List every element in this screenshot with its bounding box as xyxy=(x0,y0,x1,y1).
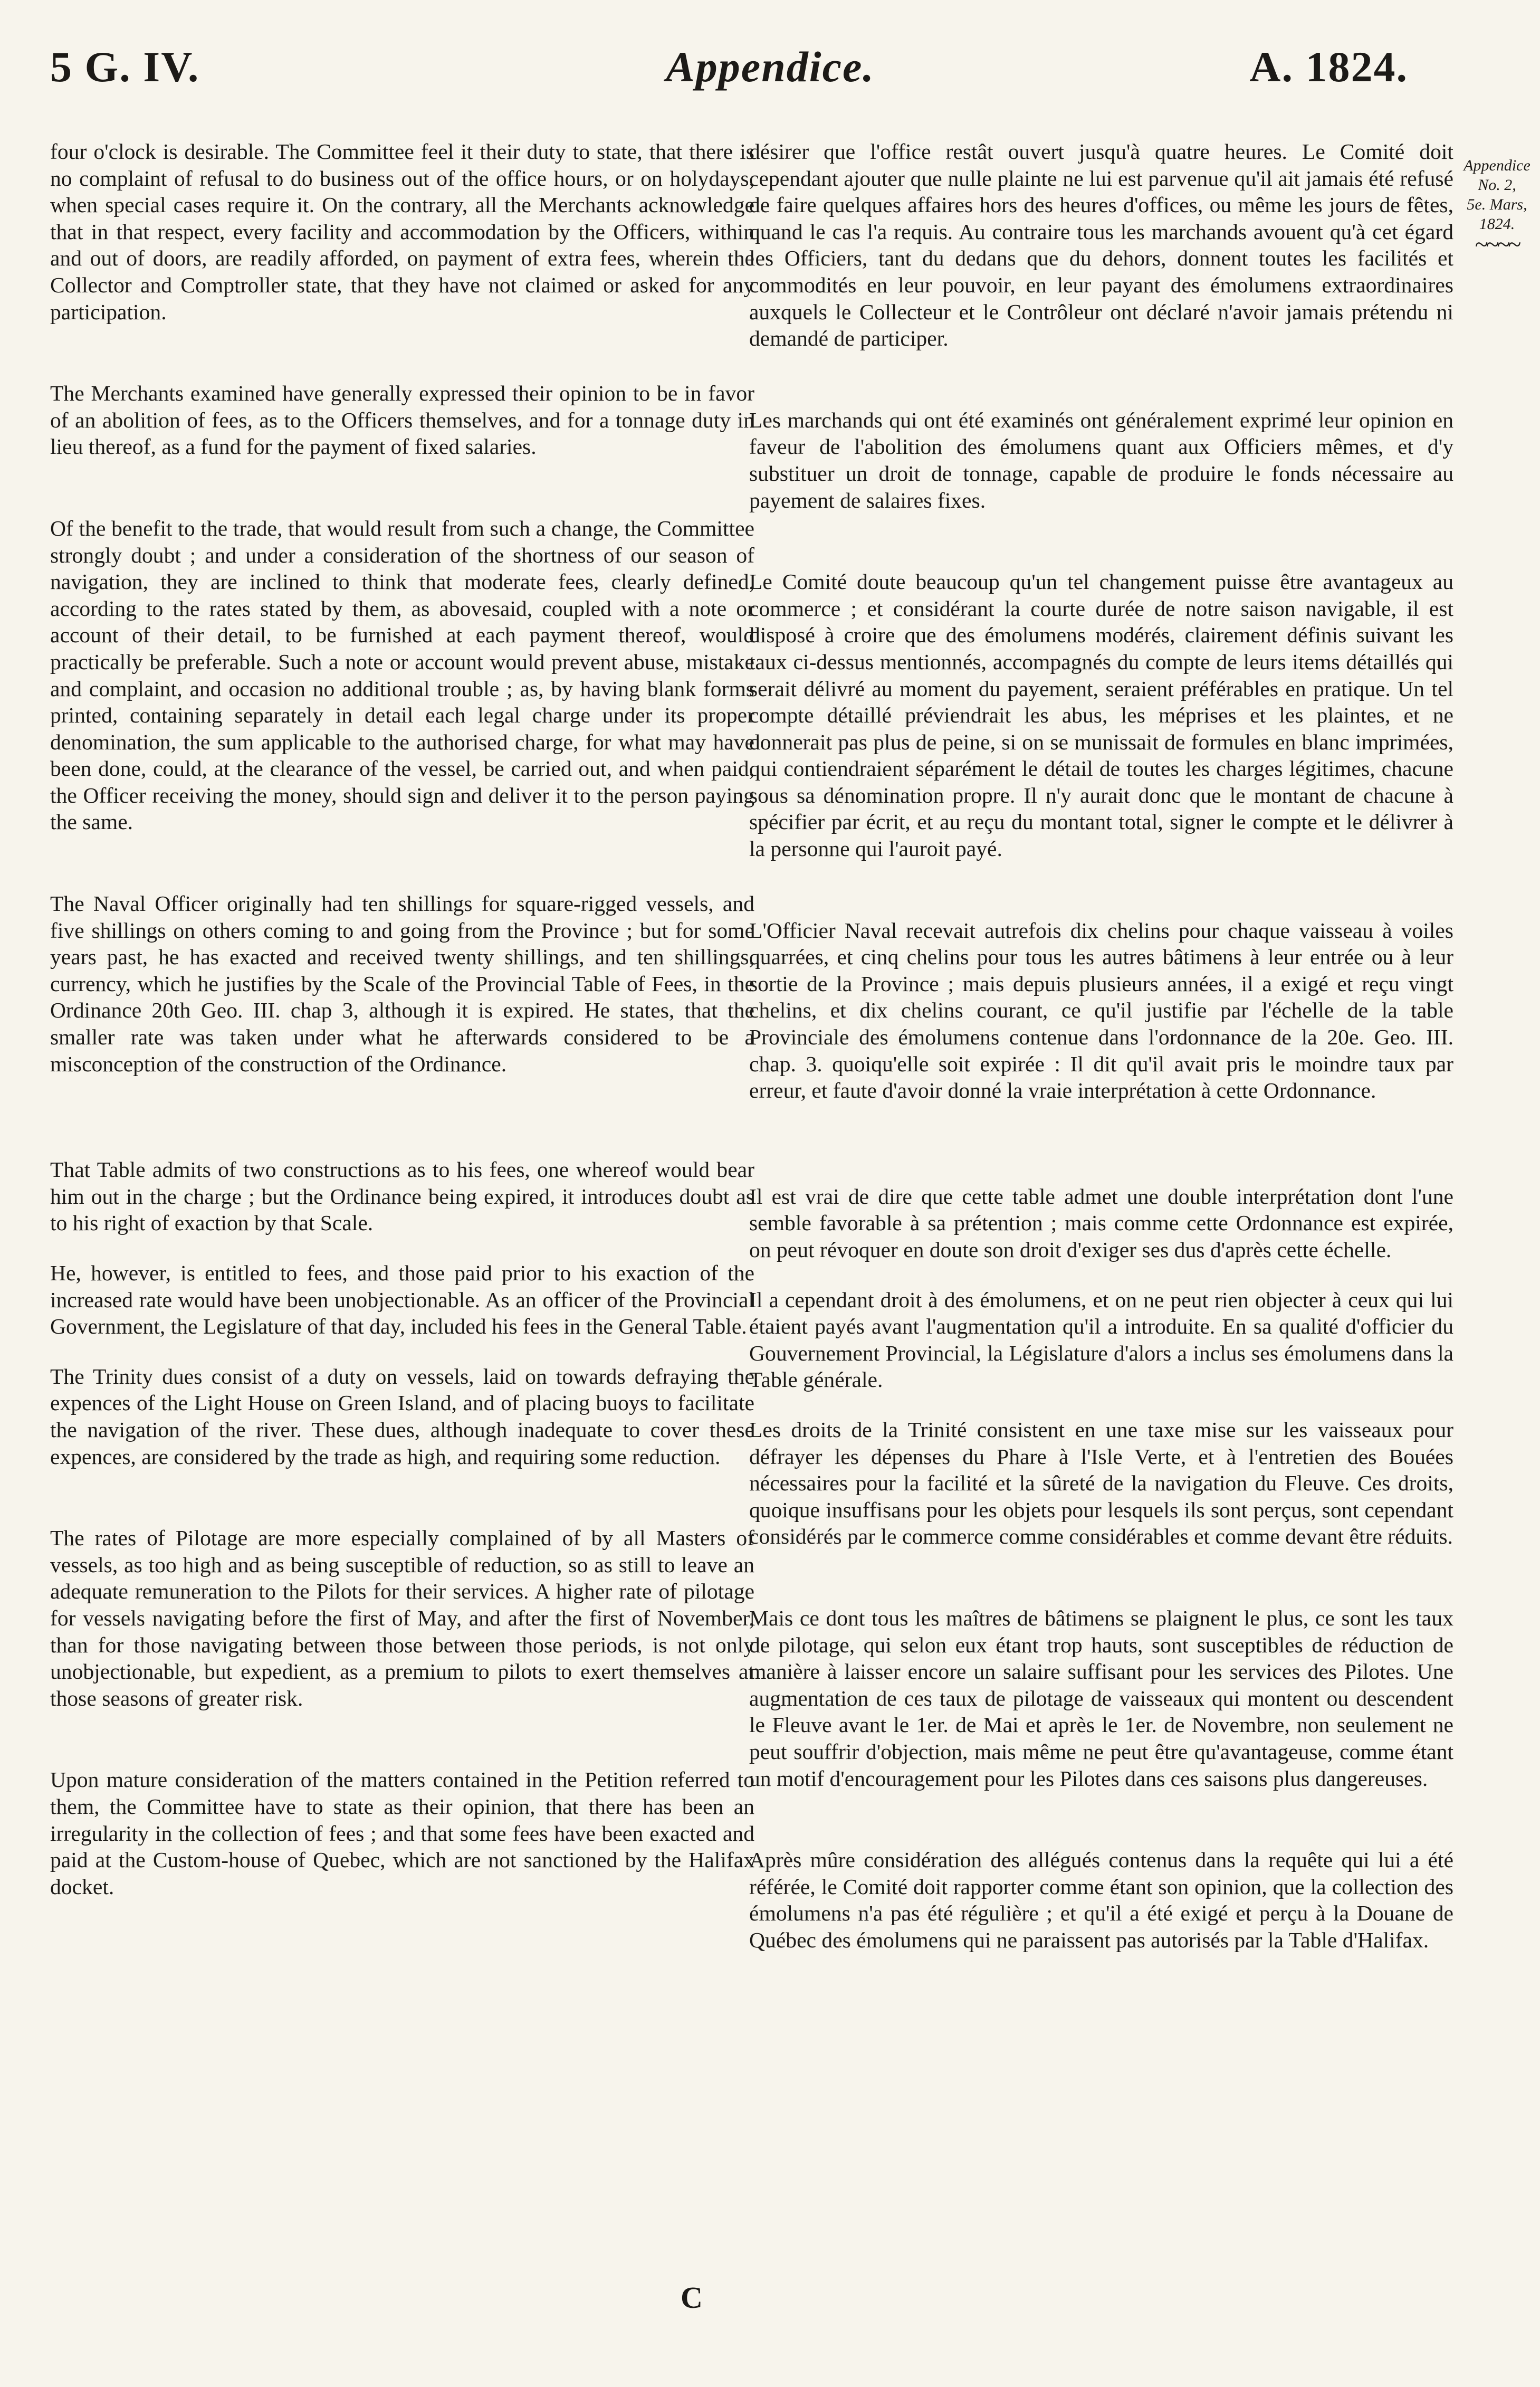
french-paragraph-9: Après mûre considération des allégués contenus dans la requête qui lui a été référée, le Comité doit rapporter comme étant son opinion, que la collection des émolumens n'a pas été régulière ; et qu'il a été exigé et perçu à la Douane de Québec des émolumens qui ne paraissent pas autorisés par la Table d'Halifax. xyxy=(749,1848,1453,1952)
margin-note-line: No. 2, xyxy=(1478,176,1516,194)
french-paragraph-8: Mais ce dont tous les maîtres de bâtimens se plaignent le plus, ce sont les taux de pilotage, qui selon eux étant trop hauts, sont susceptibles de réduction de manière à laisser encore un salaire suffisant pour les services des Pilotes. Une augmentation de ces taux de pilotage de vaisseaux qui montent ou descendent le Fleuve avant le 1er. de Mai et après le 1er. de Novembre, non seulement ne peut souffrir d'objection, mais même ne peut être qu'avantageuse, comme étant un motif d'encouragement pour les Pilotes dans ces saisons plus dangereuses. xyxy=(749,1605,1453,1791)
french-paragraph-5: Il est vrai de dire que cette table admet une double interprétation dont l'une semble favorable à sa prétention ; mais comme cette Ordonnance est expirée, on peut révoquer en doute son droit d'exiger ses dus d'après cette échelle. xyxy=(749,1184,1453,1262)
flourish-ornament: ~~~~ xyxy=(1475,231,1519,258)
header-title: Appendice. xyxy=(666,43,875,91)
french-paragraph-4: L'Officier Naval recevait autrefois dix chelins pour chaque vaisseau à voiles quarrées, et cinq chelins pour tous les autres bâtimens à leur entrée ou à leur sortie de la Province ; mais depuis plusieurs années, il a exigé et reçu vingt chelins, et dix chelins courant, ce qu'il justifie par l'échelle de la table Provinciale des émolumens contenue dans l'ordonnance de la 20e. Geo. III. chap. 3. quoiqu'elle soit expirée : Il dit qu'il avait pris le moindre taux par erreur, et faute d'avoir donné la vraie interprétation à cette Ordonnance. xyxy=(749,918,1453,1103)
english-paragraph-8: The rates of Pilotage are more especially complained of by all Masters of vessels, as too high and as being susceptible of reduction, so as still to leave an adequate remuneration to the Pilots for their services. A higher rate of pilotage for vessels navigating before the first of May, and after the first of November, than for those navigating between those between those periods, is not only unobjectionable, but expedient, as a premium to pilots to exert themselves at those seasons of greater risk. xyxy=(50,1526,754,1710)
french-paragraph-2: Les marchands qui ont été examinés ont généralement exprimé leur opinion en faveur de l'abolition des émolumens quant aux Officiers mêmes, et d'y substituer un droit de tonnage, capable de produire le fonds nécessaire au payement de salaires fixes. xyxy=(749,407,1453,512)
english-paragraph-7: The Trinity dues consist of a duty on vessels, laid on towards defraying the expences of the Light House on Green Island, and of placing buoys to facilitate the navigation of the river. These dues, although inadequate to cover these expences, are considered by the trade as high, and requiring some reduction. xyxy=(50,1364,754,1469)
english-paragraph-4: The Naval Officer originally had ten shillings for square-rigged vessels, and five shillings on others coming to and going from the Province ; but for some years past, he has exacted and received twenty shillings, and ten shillings, currency, which he justifies by the Scale of the Provincial Table of Fees, in the Ordinance 20th Geo. III. chap 3, although it is expired. He states, that the smaller rate was taken under what he afterwards considered to be a misconception of the construction of the Ordinance. xyxy=(50,891,754,1076)
header-session: 5 G. IV. xyxy=(50,43,200,91)
french-paragraph-6: Il a cependant droit à des émolumens, et on ne peut rien objecter à ceux qui lui étaient payés avant l'augmentation qu'il a introduite. En sa qualité d'officier du Gouvernement Provincial, la Législature d'alors a inclus ses émolumens dans la Table générale. xyxy=(749,1287,1453,1392)
french-paragraph-1: désirer que l'office restât ouvert jusqu'à quatre heures. Le Comité doit cependant ajouter que nulle plainte ne lui est parvenue qu'il ait jamais été refusé de faire quelques affaires hors des heures d'offices, ou même les jours de fêtes, quand le cas l'a requis. Au contraire tous les marchands avouent qu'à cet égard les Officiers, tant du dedans que du dehors, donnent toutes les facilités et commodités en leur pouvoir, en leur payant des émolumens extraordinaires auxquels le Collecteur et le Contrôleur ont déclaré n'avoir jamais prétendu ni demandé de participer. xyxy=(749,139,1453,351)
english-paragraph-1: four o'clock is desirable. The Committee feel it their duty to state, that there is no complaint of refusal to do business out of the office hours, or on holydays, when special cases require it. On the contrary, all the Merchants acknowledge that in that respect, every facility and accommodation by the Officers, within and out of doors, are readily afforded, on payment of extra fees, wherein the Collector and Comptroller state, that they have not claimed or asked for any participation. xyxy=(50,139,754,324)
english-paragraph-6: He, however, is entitled to fees, and those paid prior to his exaction of the increased rate would have been unobjectionable. As an officer of the Provincial Government, the Legislature of that day, included his fees in the General Table. xyxy=(50,1261,754,1339)
margin-note-line: 5e. Mars, xyxy=(1467,196,1527,213)
header-year: A. 1824. xyxy=(1249,43,1408,91)
french-column xyxy=(749,138,1453,1953)
english-paragraph-9: Upon mature consideration of the matters contained in the Petition referred to them, the Committee have to state as their opinion, that there has been an irregularity in the collection of fees ; and that some fees have been exacted and paid at the Custom-house of Quebec, which are not sanctioned by the Halifax docket. xyxy=(50,1767,754,1899)
signature-mark: C xyxy=(681,2280,703,2315)
english-paragraph-5: That Table admits of two constructions as to his fees, one whereof would bear him out in the charge ; but the Ordinance being expired, it introduces doubt as to his right of exaction by that Scale. xyxy=(50,1157,754,1235)
english-column xyxy=(50,138,754,1900)
english-paragraph-2: The Merchants examined have generally expressed their opinion to be in favor of an abolition of fees, as to the Officers themselves, and for a tonnage duty in lieu thereof, as a fund for the payment of fixed salaries. xyxy=(50,381,754,459)
english-paragraph-3: Of the benefit to the trade, that would result from such a change, the Committee strongly doubt ; and under a consideration of the shortness of our season of navigation, they are inclined to think that moderate fees, clearly defined, according to the rates stated by them, as abovesaid, coupled with a note or account of their detail, to be furnished at each payment thereof, would practically be preferable. Such a note or account would prevent abuse, mistake and complaint, and occasion no additional trouble ; as, by having blank forms printed, containing separately in detail each legal charge under its proper denomination, the sum applicable to the authorised charge, for what may have been done, could, at the clearance of the vessel, be carried out, and when paid, the Officer receiving the money, should sign and deliver it to the person paying the same. xyxy=(50,516,754,834)
margin-note xyxy=(1461,156,1533,258)
french-paragraph-3: Le Comité doute beaucoup qu'un tel changement puisse être avantageux au commerce ; et considérant la courte durée de notre saison navigable, il est disposé à croire que des émolumens modérés, clairement définis suivant les taux ci-dessus mentionnés, accompagnés du compte de leurs items détaillés qui serait délivré au moment du payement, seraient préférables en pratique. Un tel compte détaillé préviendrait les abus, les méprises et les plaintes, et ne donnerait pas plus de peine, si on se munissait de formules en blanc imprimées, qui contiendraient séparément le détail de toutes les charges légitimes, chacune sous sa dénomination propre. Il n'y aurait donc que le montant de chacune à spécifier par écrit, et au reçu du montant total, signer le compte et le délivrer à la personne qui l'auroit payé. xyxy=(749,569,1453,861)
french-paragraph-7: Les droits de la Trinité consistent en une taxe mise sur les vaisseaux pour défrayer les dépenses du Phare à l'Isle Verte, et à l'entretien des Bouées nécessaires pour la facilité et la sûreté de la navigation du Fleuve. Ces droits, quoique insuffisans pour les objets pour lesquels ils sont perçus, sont cependant considérés par le commerce comme considérables et comme devant être réduits. xyxy=(749,1417,1453,1549)
margin-note-line: 1824. xyxy=(1479,215,1515,233)
margin-note-line: Appendice xyxy=(1464,157,1531,174)
